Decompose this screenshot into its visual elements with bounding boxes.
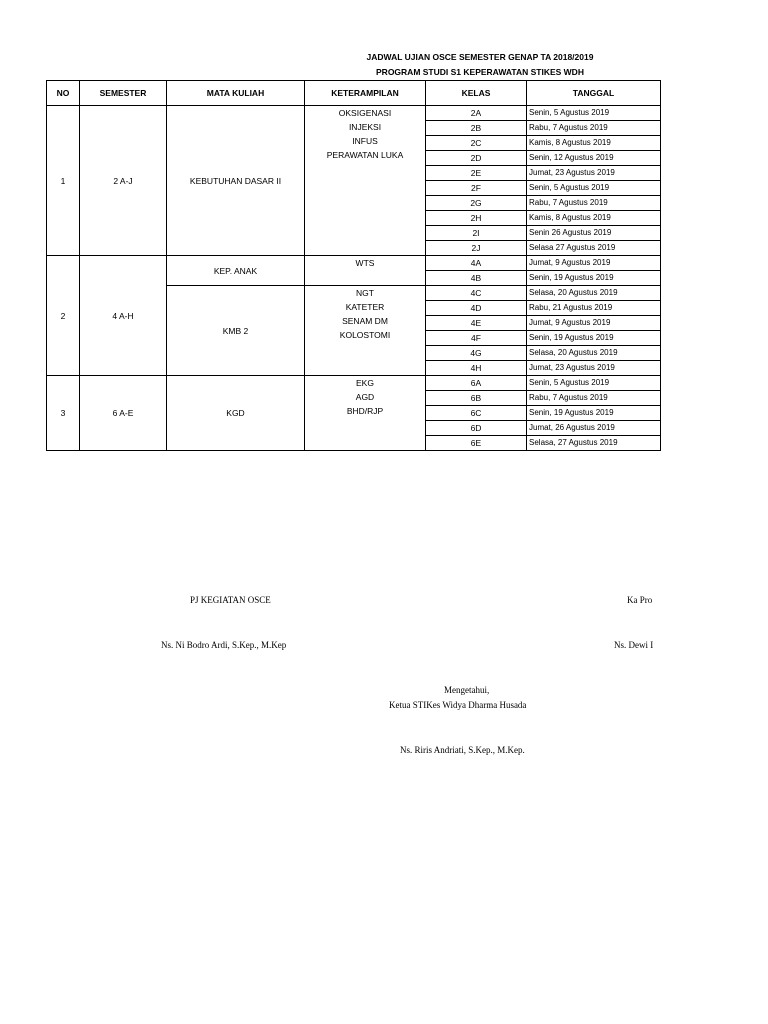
- cell-kelas: 4D: [426, 301, 527, 316]
- cell-keterampilan: [305, 376, 426, 451]
- cell-no: 3: [47, 376, 80, 451]
- cell-kelas: 4E: [426, 316, 527, 331]
- cell-kelas: 6B: [426, 391, 527, 406]
- cell-tanggal: Rabu, 7 Agustus 2019: [527, 121, 661, 136]
- cell-kelas: 4C: [426, 286, 527, 301]
- mata-kuliah-label: KEP. ANAK: [213, 265, 258, 276]
- cell-kelas: 2C: [426, 136, 527, 151]
- cell-tanggal: Jumat, 23 Agustus 2019: [527, 166, 661, 181]
- cell-tanggal: Selasa, 27 Agustus 2019: [527, 436, 661, 451]
- cell-tanggal: Senin, 5 Agustus 2019: [527, 181, 661, 196]
- cell-keterampilan: [305, 256, 426, 286]
- mata-kuliah-label: KMB 2: [222, 325, 249, 336]
- skill-item: SENAM DM: [342, 316, 388, 326]
- cell-tanggal: Selasa, 20 Agustus 2019: [527, 286, 661, 301]
- header-mata-kuliah: MATA KULIAH: [167, 81, 305, 106]
- ketua-title: Ketua STIKes Widya Dharma Husada: [389, 700, 527, 710]
- cell-tanggal: Selasa 27 Agustus 2019: [527, 241, 661, 256]
- document-subtitle: PROGRAM STUDI S1 KEPERAWATAN STIKES WDH: [376, 67, 584, 77]
- cell-kelas: 6D: [426, 421, 527, 436]
- skill-item: WTS: [355, 258, 375, 268]
- cell-kelas: 4A: [426, 256, 527, 271]
- cell-mata-kuliah: [167, 256, 305, 286]
- table-row: [47, 106, 661, 121]
- cell-kelas: 2A: [426, 106, 527, 121]
- cell-kelas: 2B: [426, 121, 527, 136]
- cell-tanggal: Rabu, 7 Agustus 2019: [527, 391, 661, 406]
- cell-mata-kuliah: [167, 376, 305, 451]
- skill-item: INFUS: [352, 136, 378, 146]
- table-row: [47, 256, 661, 271]
- cell-tanggal: Jumat, 23 Agustus 2019: [527, 361, 661, 376]
- cell-kelas: 2H: [426, 211, 527, 226]
- cell-tanggal: Senin, 12 Agustus 2019: [527, 151, 661, 166]
- cell-kelas: 6E: [426, 436, 527, 451]
- cell-no: 2: [47, 256, 80, 376]
- cell-semester: 6 A-E: [80, 376, 167, 451]
- cell-tanggal: Selasa, 20 Agustus 2019: [527, 346, 661, 361]
- cell-tanggal: Rabu, 21 Agustus 2019: [527, 301, 661, 316]
- skill-item: INJEKSI: [348, 122, 382, 132]
- cell-kelas: 4B: [426, 271, 527, 286]
- cell-kelas: 2D: [426, 151, 527, 166]
- skill-item: NGT: [356, 288, 374, 298]
- cell-tanggal: Jumat, 26 Agustus 2019: [527, 421, 661, 436]
- pj-title: PJ KEGIATAN OSCE: [190, 595, 271, 605]
- cell-tanggal: Senin, 5 Agustus 2019: [527, 376, 661, 391]
- cell-kelas: 6C: [426, 406, 527, 421]
- kaprodi-name: Ns. Dewi I: [614, 640, 654, 650]
- cell-kelas: 2J: [426, 241, 527, 256]
- mata-kuliah-label: KEBUTUHAN DASAR II: [189, 175, 282, 186]
- mengetahui-label: Mengetahui,: [444, 685, 490, 695]
- header-tanggal: TANGGAL: [527, 81, 661, 106]
- cell-semester: 2 A-J: [80, 106, 167, 256]
- cell-tanggal: Senin, 19 Agustus 2019: [527, 331, 661, 346]
- header-no: NO: [47, 81, 80, 106]
- mata-kuliah-label: KGD: [226, 408, 245, 418]
- skill-item: BHD/RJP: [346, 406, 384, 416]
- cell-kelas: 4H: [426, 361, 527, 376]
- header-keterampilan: KETERAMPILAN: [305, 81, 426, 106]
- cell-kelas: 2E: [426, 166, 527, 181]
- skill-item: EKG: [356, 378, 374, 388]
- document-title: JADWAL UJIAN OSCE SEMESTER GENAP TA 2018/2019: [366, 52, 594, 62]
- cell-tanggal: Kamis, 8 Agustus 2019: [527, 211, 661, 226]
- skill-item: KOLOSTOMI: [339, 330, 391, 340]
- pj-name: Ns. Ni Bodro Ardi, S.Kep., M.Kep: [161, 640, 287, 650]
- cell-semester: 4 A-H: [80, 256, 167, 376]
- cell-kelas: 2F: [426, 181, 527, 196]
- header-semester: SEMESTER: [80, 81, 167, 106]
- cell-kelas: 6A: [426, 376, 527, 391]
- cell-kelas: 2G: [426, 196, 527, 211]
- cell-kelas: 4F: [426, 331, 527, 346]
- cell-tanggal: Senin 26 Agustus 2019: [527, 226, 661, 241]
- cell-tanggal: Senin, 19 Agustus 2019: [527, 271, 661, 286]
- skill-item: PERAWATAN LUKA: [326, 150, 404, 160]
- cell-tanggal: Jumat, 9 Agustus 2019: [527, 256, 661, 271]
- kaprodi-title: Ka Pro: [627, 595, 653, 605]
- cell-keterampilan: [305, 106, 426, 256]
- ketua-name: Ns. Riris Andriati, S.Kep., M.Kep.: [400, 745, 525, 755]
- cell-kelas: 2I: [426, 226, 527, 241]
- schedule-table: [46, 80, 661, 451]
- cell-tanggal: Rabu, 7 Agustus 2019: [527, 196, 661, 211]
- cell-tanggal: Senin, 5 Agustus 2019: [527, 106, 661, 121]
- cell-keterampilan: [305, 286, 426, 376]
- skill-item: AGD: [355, 392, 375, 402]
- header-kelas: KELAS: [426, 81, 527, 106]
- cell-kelas: 4G: [426, 346, 527, 361]
- cell-mata-kuliah: [167, 286, 305, 376]
- table-row: [47, 376, 661, 391]
- header-row: [47, 81, 661, 106]
- cell-no: 1: [47, 106, 80, 256]
- cell-tanggal: Kamis, 8 Agustus 2019: [527, 136, 661, 151]
- cell-tanggal: Senin, 19 Agustus 2019: [527, 406, 661, 421]
- cell-tanggal: Jumat, 9 Agustus 2019: [527, 316, 661, 331]
- cell-mata-kuliah: [167, 106, 305, 256]
- skill-item: OKSIGENASI: [338, 108, 392, 118]
- skill-item: KATETER: [345, 302, 385, 312]
